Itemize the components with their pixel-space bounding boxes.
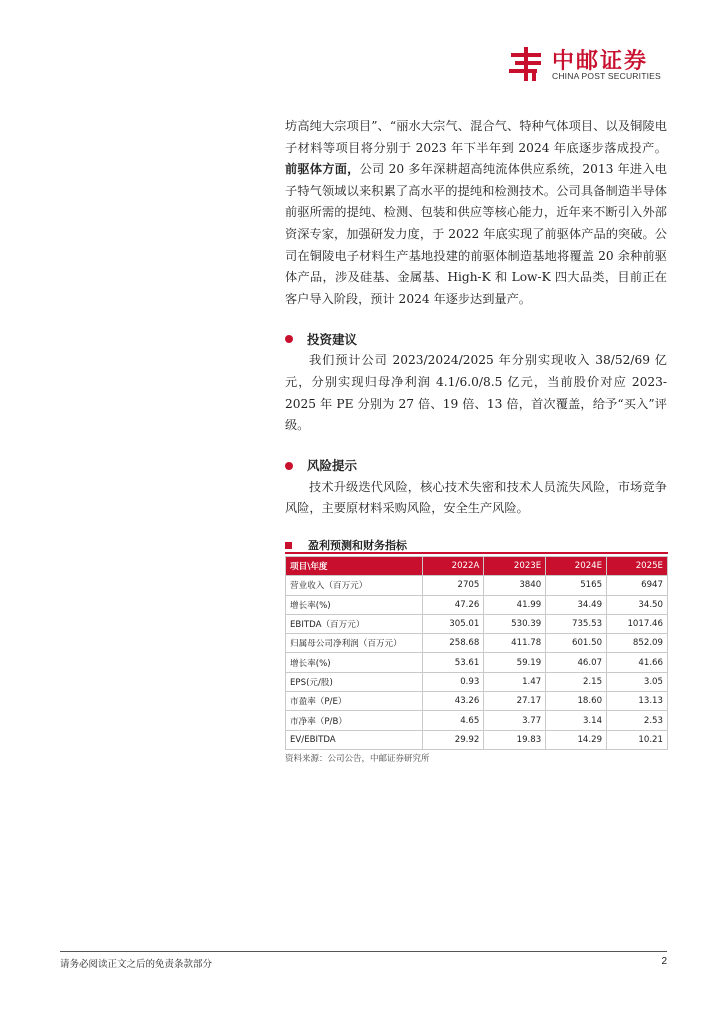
main-content	[285, 116, 667, 520]
paragraph-precursor	[285, 116, 667, 310]
table-cell: 2.15	[546, 672, 607, 691]
table-cell-label: EV/EBITDA	[286, 730, 423, 749]
china-post-logo-icon	[506, 44, 546, 84]
section-title-risk: 风险提示	[307, 457, 358, 473]
paragraph-post-text: 公司 20 多年深耕超高纯流体供应系统，2013 年进入电子特气领域以来积累了高水平的提纯和检测技术。公司具备制造半导体前驱所需的提纯、检测、包装和供应等核心能力，近年来不断引入外部资深专家，加强研发力度，于 2022 年底实现了前驱体产品的突破。公司在铜陵电子材料生产基地投建的前驱体制造基地将覆盖 20 余种前驱体产品，涉及硅基、金属基、High-K 和 Low-K 四大品类，目前正在客户导入阶段，预计 2024 年逐步达到量产。	[285, 162, 667, 306]
table-header-cell: 2025E	[607, 557, 668, 576]
logo-text-en: CHINA POST SECURITIES	[552, 71, 661, 81]
table-cell: 19.83	[484, 730, 546, 749]
table-cell-label: 营业收入（百万元）	[286, 576, 423, 595]
table-cell: 0.93	[422, 672, 484, 691]
table-cell: 5165	[546, 576, 607, 595]
table-cell: 1017.46	[607, 614, 668, 633]
table-cell: 34.49	[546, 595, 607, 614]
table-cell: 18.60	[546, 692, 607, 711]
table-cell: 601.50	[546, 634, 607, 653]
table-cell: 41.66	[607, 653, 668, 672]
bullet-icon	[285, 335, 293, 343]
page-number: 2	[661, 956, 667, 967]
section-title-investment: 投资建议	[307, 331, 358, 347]
table-cell: 530.39	[484, 614, 546, 633]
table-cell: 59.19	[484, 653, 546, 672]
table-header-cell: 项目\年度	[286, 557, 423, 576]
table-cell: 29.92	[422, 730, 484, 749]
table-title-text: 盈利预测和财务指标	[308, 539, 407, 552]
bullet-icon	[285, 462, 293, 470]
table-cell: 10.21	[607, 730, 668, 749]
table-cell: 2.53	[607, 711, 668, 730]
footer-disclaimer: 请务必阅读正文之后的免责条款部分	[60, 959, 213, 970]
table-cell-label: 增长率(%)	[286, 653, 423, 672]
table-cell: 27.17	[484, 692, 546, 711]
footer-rule	[60, 951, 667, 952]
table-cell-label: 增长率(%)	[286, 595, 423, 614]
financial-table	[285, 556, 668, 750]
table-cell: 3.77	[484, 711, 546, 730]
table-source-note: 资料来源：公司公告，中邮证券研究所	[285, 754, 430, 764]
table-header-cell: 2022A	[422, 557, 484, 576]
logo-text-cn: 中邮证券	[552, 49, 649, 74]
table-cell: 3840	[484, 576, 546, 595]
table-cell: 735.53	[546, 614, 607, 633]
square-bullet-icon	[285, 542, 292, 549]
table-row	[286, 634, 668, 653]
table-title-rule	[285, 552, 668, 554]
table-row	[286, 576, 668, 595]
table-cell: 46.07	[546, 653, 607, 672]
table-cell: 6947	[607, 576, 668, 595]
table-cell: 852.09	[607, 634, 668, 653]
paragraph-bold-lead: 前驱体方面，	[285, 162, 360, 177]
table-cell-label: 市盈率（P/E）	[286, 692, 423, 711]
table-row	[286, 730, 668, 749]
table-cell: 305.01	[422, 614, 484, 633]
table-cell: 2705	[422, 576, 484, 595]
section-header-investment	[285, 328, 667, 350]
table-row	[286, 653, 668, 672]
table-cell: 4.65	[422, 711, 484, 730]
paragraph-investment: 我们预计公司 2023/2024/2025 年分别实现收入 38/52/69 亿元，分别实现归母净利润 4.1/6.0/8.5 亿元，当前股价对应 2023-2025 年 PE 分别为 27 倍、19 倍、13 倍，首次覆盖，给予“买入”评级。	[285, 353, 667, 433]
table-cell-label: EPS(元/股)	[286, 672, 423, 691]
table-cell-label: 归属母公司净利润（百万元）	[286, 634, 423, 653]
table-cell: 258.68	[422, 634, 484, 653]
table-cell-label: 市净率（P/B）	[286, 711, 423, 730]
table-cell: 3.05	[607, 672, 668, 691]
table-cell: 53.61	[422, 653, 484, 672]
table-cell-label: EBITDA（百万元）	[286, 614, 423, 633]
table-row	[286, 692, 668, 711]
table-cell: 3.14	[546, 711, 607, 730]
table-title	[285, 538, 668, 552]
table-row	[286, 614, 668, 633]
table-cell: 43.26	[422, 692, 484, 711]
table-cell: 13.13	[607, 692, 668, 711]
table-header-row	[286, 557, 668, 576]
table-cell: 411.78	[484, 634, 546, 653]
header-logo	[506, 44, 666, 84]
table-cell: 1.47	[484, 672, 546, 691]
table-cell: 41.99	[484, 595, 546, 614]
table-row	[286, 711, 668, 730]
paragraph-risk: 技术升级迭代风险，核心技术失密和技术人员流失风险，市场竞争风险，主要原材料采购风险，安全生产风险。	[285, 479, 667, 516]
table-header-cell: 2023E	[484, 557, 546, 576]
section-header-risk	[285, 455, 667, 477]
table-header-cell: 2024E	[546, 557, 607, 576]
table-cell: 47.26	[422, 595, 484, 614]
table-cell: 14.29	[546, 730, 607, 749]
table-row	[286, 595, 668, 614]
table-cell: 34.50	[607, 595, 668, 614]
table-row	[286, 672, 668, 691]
paragraph-pre-text: 坊高纯大宗项目”、“丽水大宗气、混合气、特种气体项目、以及铜陵电子材料等项目将分别于 2023 年下半年到 2024 年底逐步落成投产。	[285, 119, 667, 155]
